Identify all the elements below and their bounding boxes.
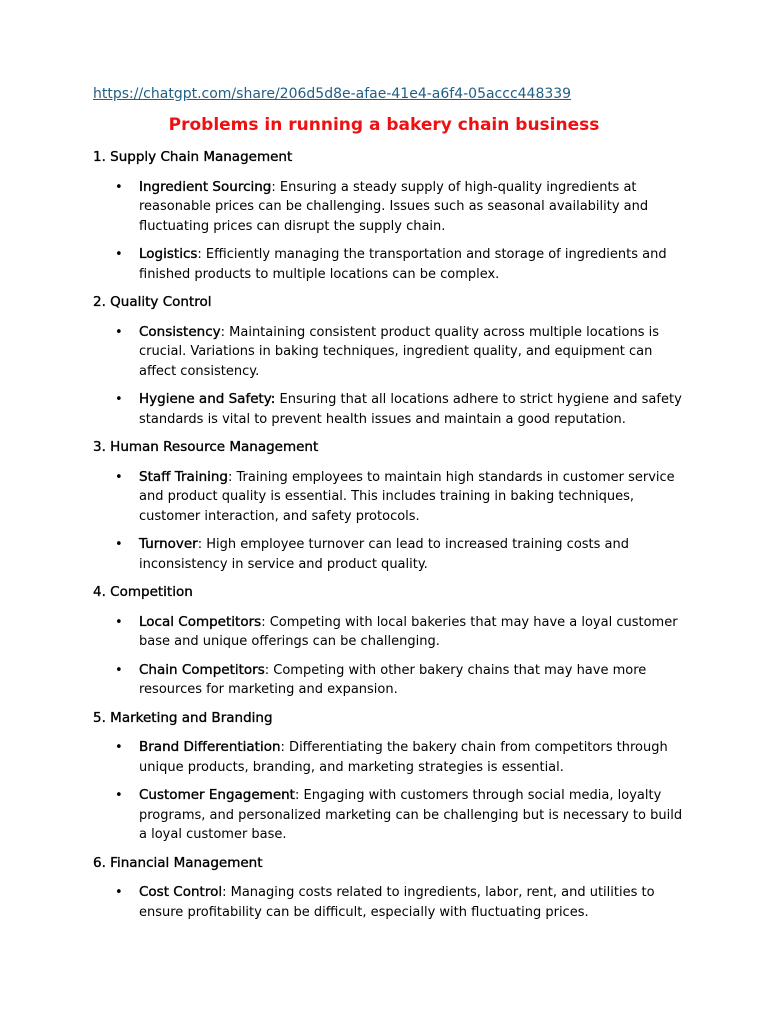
bullet-description: : Managing costs related to ingredients, labor, rent, and utilities to ensure profitability can be difficult, especially with fluctuating prices.: [139, 885, 655, 920]
bullet-item: [93, 613, 683, 652]
bullet-icon: •: [115, 885, 123, 900]
bullet-item: [93, 390, 683, 429]
section-heading: 5. Marketing and Branding: [93, 709, 273, 726]
bullet-term: Ingredient Sourcing: [139, 178, 272, 195]
bullet-description: : Competing with local bakeries that may have a loyal customer base and unique offerings can be challenging.: [139, 614, 678, 649]
bullet-list: [93, 883, 683, 922]
bullet-description: : Engaging with customers through social media, loyalty programs, and personalized marketing can be challenging but is necessary to build a loyal customer base.: [139, 788, 683, 842]
bullet-list: [93, 468, 683, 575]
section-heading: 3. Human Resource Management: [93, 439, 319, 455]
bullet-icon: •: [115, 614, 123, 630]
section-heading: 1. Supply Chain Management: [93, 149, 293, 165]
bullet-icon: •: [115, 537, 123, 552]
bullet-icon: •: [115, 247, 123, 262]
bullet-description: Ensuring that all locations adhere to strict hygiene and safety standards is vital to prevent health issues and maintain a good reputation.: [139, 392, 682, 427]
bullet-icon: •: [115, 740, 123, 755]
document-body: [93, 148, 683, 931]
bullet-item: [93, 178, 683, 237]
bullet-term: Local Competitors: [139, 613, 262, 630]
bullet-term: Staff Training: [139, 468, 228, 485]
section-heading: 6. Financial Management: [93, 854, 263, 871]
bullet-item: [93, 535, 683, 574]
bullet-item: [93, 661, 683, 700]
bullet-description: : Differentiating the bakery chain from competitors through unique products, branding, and marketing strategies is essential.: [139, 740, 668, 775]
bullet-description: : Maintaining consistent product quality across multiple locations is crucial. Variations in baking techniques, ingredient quality, and equipment can affect consistency.: [139, 324, 660, 379]
bullet-item: [93, 245, 683, 284]
bullet-item: [93, 883, 683, 922]
bullet-term: Consistency: [139, 323, 221, 340]
bullet-list: [93, 738, 683, 845]
bullet-description: : Ensuring a steady supply of high-quality ingredients at reasonable prices can be challenging. Issues such as seasonal availability and fluctuating prices can disrupt the supply chain.: [139, 179, 649, 234]
bullet-icon: •: [115, 324, 123, 340]
share-link[interactable]: https://chatgpt.com/share/206d5d8e-afae-41e4-a6f4-05accc448339: [93, 86, 572, 102]
bullet-term: Logistics: [139, 246, 198, 262]
bullet-icon: •: [115, 788, 123, 803]
bullet-list: [93, 613, 683, 700]
bullet-item: [93, 738, 683, 777]
bullet-list: [93, 178, 683, 285]
section-heading: 2. Quality Control: [93, 294, 212, 310]
bullet-term: Brand Differentiation: [139, 739, 281, 755]
bullet-item: [93, 786, 683, 845]
bullet-description: : Competing with other bakery chains that may have more resources for marketing and expansion.: [139, 662, 647, 697]
bullet-description: : Efficiently managing the transportation and storage of ingredients and finished products to multiple locations can be complex.: [139, 247, 667, 282]
bullet-term: Customer Engagement: [139, 787, 295, 803]
bullet-description: : Training employees to maintain high standards in customer service and product quality is essential. This includes training in baking techniques, customer interaction, and safety protocols.: [139, 469, 675, 524]
bullet-icon: •: [115, 179, 123, 195]
bullet-description: : High employee turnover can lead to increased training costs and inconsistency in service and product quality.: [139, 537, 630, 572]
bullet-icon: •: [115, 662, 123, 678]
bullet-term: Hygiene and Safety:: [139, 391, 276, 407]
bullet-icon: •: [115, 392, 123, 407]
bullet-icon: •: [115, 469, 123, 485]
bullet-list: [93, 323, 683, 430]
bullet-item: [93, 323, 683, 382]
bullet-term: Cost Control: [139, 884, 223, 900]
bullet-item: [93, 468, 683, 527]
bullet-term: Turnover: [139, 536, 198, 552]
bullet-term: Chain Competitors: [139, 661, 265, 678]
document-title: Problems in running a bakery chain business: [168, 115, 600, 135]
section-heading: 4. Competition: [93, 584, 193, 600]
